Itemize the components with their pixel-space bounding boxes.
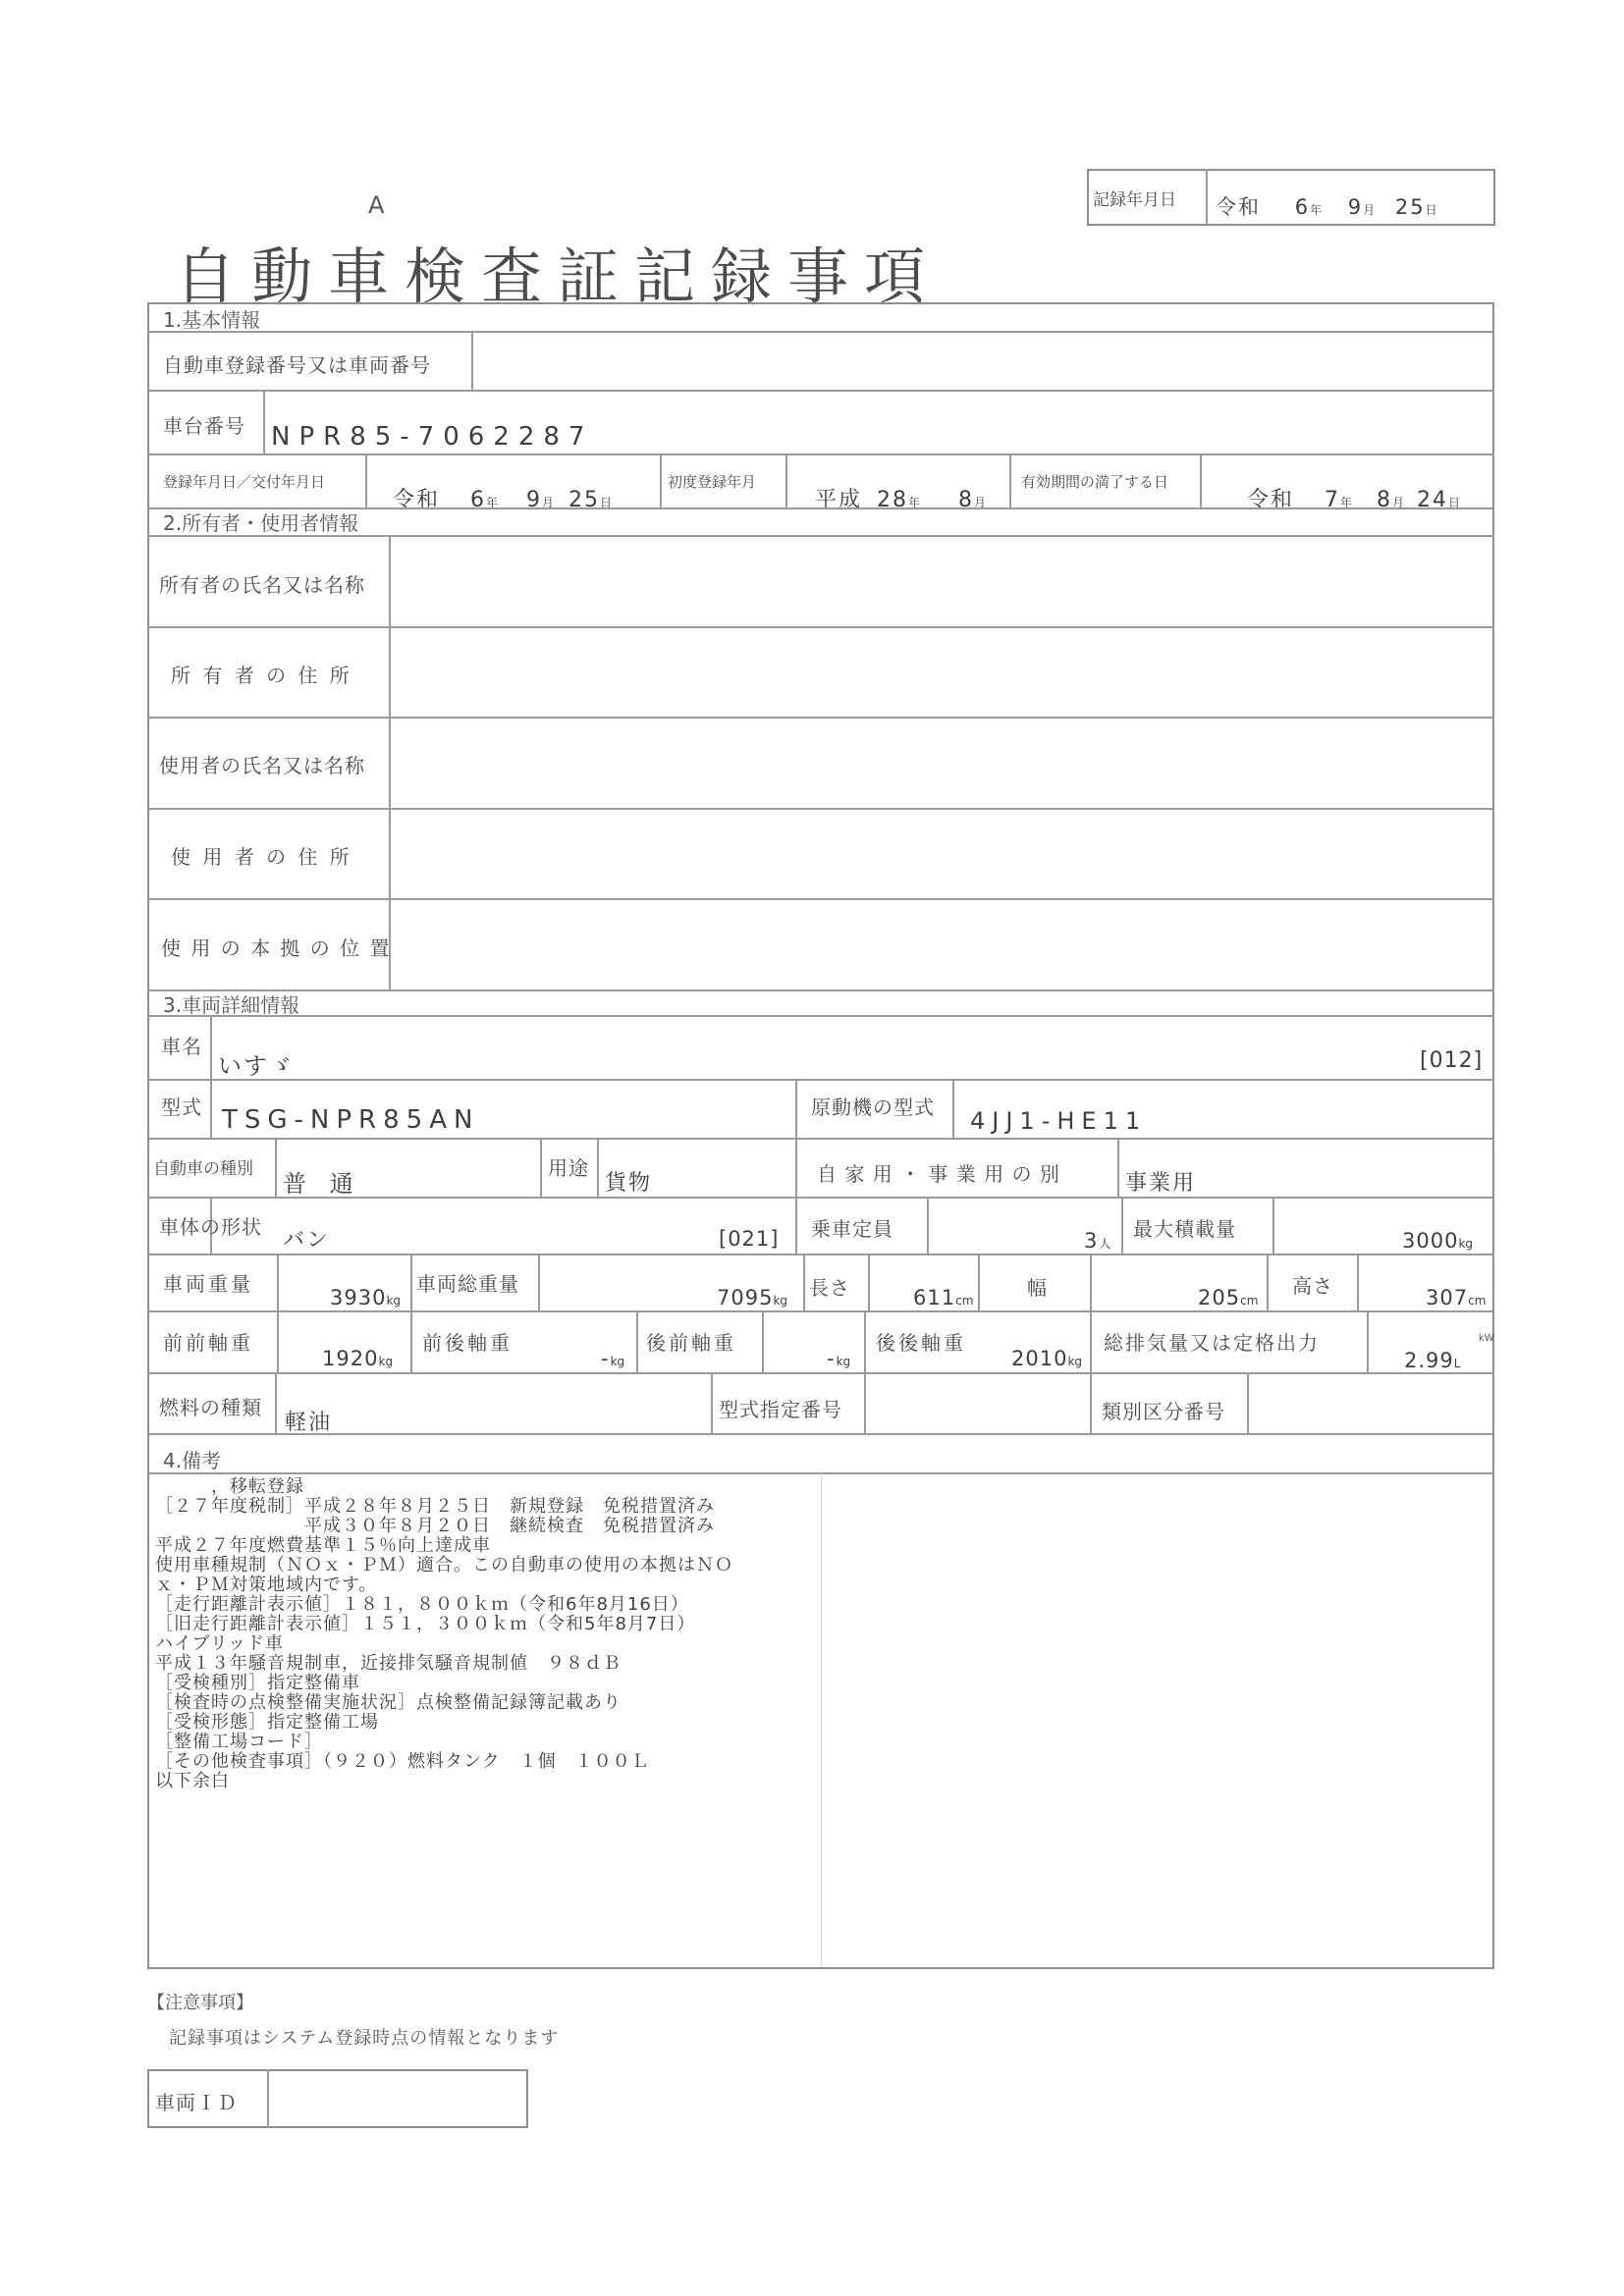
designation-label: 型式指定番号 bbox=[719, 1398, 842, 1421]
vehicle-type-label: 自動車の種別 bbox=[153, 1159, 253, 1179]
rf-axle-value: -kg bbox=[827, 1347, 851, 1370]
form-mark: A bbox=[368, 191, 385, 219]
body-shape-value: バン bbox=[283, 1228, 331, 1253]
first-reg-label: 初度登録年月 bbox=[668, 473, 757, 491]
rr-axle-value: 2010kg bbox=[1011, 1347, 1083, 1370]
body-shape-label: 車体の形状 bbox=[159, 1215, 262, 1239]
reg-date-label: 登録年月日／交付年月日 bbox=[163, 473, 326, 491]
private-business-value: 事業用 bbox=[1125, 1171, 1197, 1196]
vehicle-id-label: 車両ＩＤ bbox=[155, 2091, 238, 2114]
ff-axle-value: 1920kg bbox=[322, 1347, 394, 1370]
reg-number-label: 自動車登録番号又は車両番号 bbox=[163, 353, 431, 377]
capacity-value: 3人 bbox=[1084, 1229, 1111, 1253]
first-reg-value: 平成 28年 8月 bbox=[815, 488, 987, 512]
car-name-code: [012] bbox=[1420, 1048, 1484, 1073]
car-name-value: いすゞ bbox=[218, 1052, 295, 1080]
base-location-label: 使 用 の 本 拠 の 位 置 bbox=[161, 936, 392, 960]
height-value: 307cm bbox=[1426, 1286, 1487, 1309]
section2-heading: 2.所有者・使用者情報 bbox=[163, 511, 359, 535]
gross-weight-label: 車両総重量 bbox=[416, 1272, 519, 1296]
chassis-label: 車台番号 bbox=[163, 414, 245, 438]
vehicle-type-value: 普 通 bbox=[283, 1170, 361, 1198]
engine-model-label: 原動機の型式 bbox=[811, 1095, 935, 1119]
rr-axle-label: 後後軸重 bbox=[876, 1331, 966, 1355]
fr-axle-value: -kg bbox=[601, 1347, 625, 1370]
fuel-label: 燃料の種類 bbox=[159, 1396, 262, 1419]
expiry-label: 有効期間の満了する日 bbox=[1021, 473, 1169, 491]
document-title: 自動車検査証記録事項 bbox=[175, 240, 942, 312]
expiry-value: 令和 7年 8月 24日 bbox=[1247, 488, 1461, 512]
fuel-value: 軽油 bbox=[285, 1411, 333, 1435]
owner-address-label: 所 有 者 の 住 所 bbox=[171, 664, 352, 687]
displacement-unit-kw: kW bbox=[1479, 1333, 1494, 1344]
ff-axle-label: 前前軸重 bbox=[163, 1331, 253, 1355]
rf-axle-label: 後前軸重 bbox=[646, 1331, 736, 1355]
owner-name-label: 所有者の氏名又は名称 bbox=[159, 573, 365, 597]
user-address-label: 使 用 者 の 住 所 bbox=[171, 845, 352, 869]
user-name-label: 使用者の氏名又は名称 bbox=[159, 754, 365, 777]
caution-text: 記録事項はシステム登録時点の情報となります bbox=[169, 2028, 560, 2049]
record-date-label: 記録年月日 bbox=[1093, 190, 1176, 210]
length-label: 長さ bbox=[809, 1276, 850, 1300]
chassis-value: NPR85-7062287 bbox=[271, 422, 594, 452]
vehicle-weight-label: 車両重量 bbox=[163, 1272, 253, 1296]
reg-date-value: 令和 6年 9月 25日 bbox=[393, 488, 613, 512]
displacement-label: 総排気量又は定格出力 bbox=[1104, 1331, 1320, 1355]
width-value: 205cm bbox=[1198, 1286, 1259, 1309]
caution-heading: 【注意事項】 bbox=[147, 1993, 253, 2013]
section1-heading: 1.基本情報 bbox=[163, 308, 261, 332]
body-shape-code: [021] bbox=[719, 1227, 780, 1251]
private-business-label: 自 家 用 ・ 事 業 用 の 別 bbox=[817, 1162, 1060, 1186]
vehicle-weight-value: 3930kg bbox=[330, 1286, 402, 1309]
fr-axle-label: 前後軸重 bbox=[422, 1331, 513, 1355]
displacement-value: 2.99L bbox=[1404, 1349, 1461, 1372]
car-name-label: 車名 bbox=[161, 1035, 202, 1058]
gross-weight-value: 7095kg bbox=[717, 1286, 788, 1309]
section3-heading: 3.車両詳細情報 bbox=[163, 993, 300, 1017]
length-value: 611cm bbox=[913, 1286, 974, 1309]
record-date-value: 令和 6年 9月 25日 bbox=[1216, 195, 1437, 219]
max-load-label: 最大積載量 bbox=[1133, 1217, 1236, 1241]
category-label: 類別区分番号 bbox=[1102, 1400, 1225, 1423]
remarks-text: ，移転登録 ［２７年度税制］平成２８年８月２５日 新規登録 免税措置済み 平成３０年８月２０日 継続検査 免税措置済み 平成２７年度燃費基準１５％向上達成車 使用車種規制（ＮＯｘ・ＰＭ）適合。この自動車の使用の本拠はＮＯ ｘ・ＰＭ対策地域内です。 ［走行距離計表示値］１８１，８００ｋｍ（令和6年8月16日） ［旧走行距離計表示値］１５１，３００ｋｍ（令和5年8月7日） ハイブリッド車 平成１３年騒音規制車，近接排気騒音規制値 ９８ｄＢ ［受検種別］指定整備車 ［検査時の点検整備実施状況］点検整備記録簿記載あり ［受検形態］指定整備工場 ［整備工場コード］ ［その他検査事項］（９２０）燃料タンク １個 １００Ｌ 以下余白 bbox=[155, 1476, 733, 1791]
model-label: 型式 bbox=[161, 1095, 202, 1119]
purpose-label: 用途 bbox=[548, 1156, 589, 1180]
height-label: 高さ bbox=[1292, 1274, 1333, 1298]
section4-heading: 4.備考 bbox=[163, 1449, 222, 1472]
width-label: 幅 bbox=[1027, 1276, 1048, 1300]
capacity-label: 乗車定員 bbox=[811, 1217, 893, 1241]
engine-model-value: 4JJ1-HE11 bbox=[970, 1107, 1148, 1135]
model-value: TSG-NPR85AN bbox=[222, 1105, 480, 1135]
purpose-value: 貨物 bbox=[605, 1171, 653, 1196]
max-load-value: 3000kg bbox=[1402, 1229, 1474, 1253]
